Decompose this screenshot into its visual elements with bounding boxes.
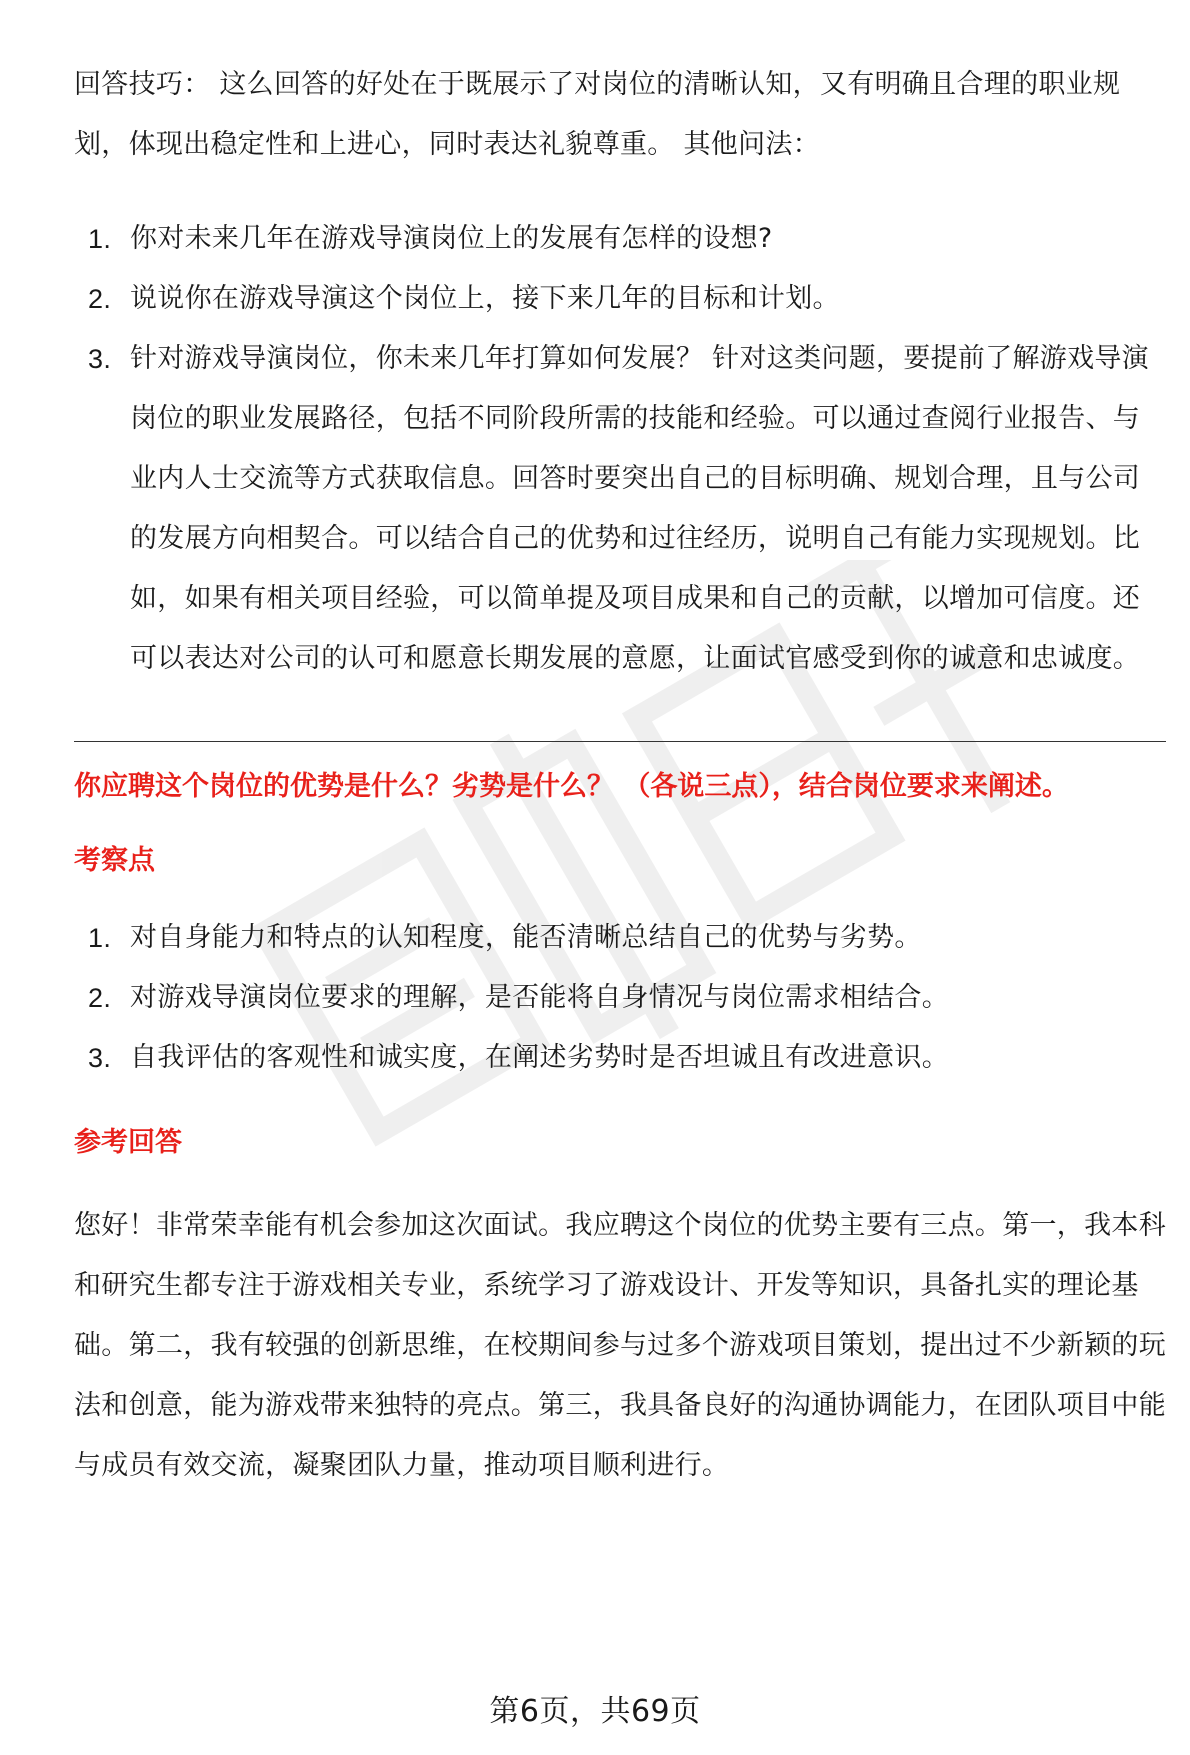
list-number: 2.	[88, 983, 112, 1013]
list-item-text: 说说你在游戏导演这个岗位上，接下来几年的目标和计划。	[130, 283, 840, 314]
list-number: 1.	[88, 923, 112, 953]
reference-answer: 您好！非常荣幸能有机会参加这次面试。我应聘这个岗位的优势主要有三点。第一，我本科和研究生都专注于游戏相关专业，系统学习了游戏设计、开发等知识，具备扎实的理论基础。第二，我有较强的创新思维，在校期间参与过多个游戏项目策划，提出过不少新颖的玩法和创意，能为游戏带来独特的亮点。第三，我具备良好的沟通协调能力，在团队项目中能与成员有效交流，凝聚团队力量，推动项目顺利进行。	[74, 1210, 1166, 1481]
list-item	[74, 908, 1166, 968]
page-number: 第6页，共69页	[489, 1694, 701, 1729]
section-divider	[74, 741, 1166, 742]
list-item	[74, 269, 1166, 329]
list-number: 3.	[88, 344, 112, 374]
list-number: 1.	[88, 224, 112, 254]
list-item	[74, 209, 1166, 269]
intro-paragraph: 回答技巧： 这么回答的好处在于既展示了对岗位的清晰认知，又有明确且合理的职业规划，体现出稳定性和上进心，同时表达礼貌尊重。 其他问法：	[74, 69, 1121, 160]
reference-heading: 参考回答	[74, 1127, 182, 1158]
list-item	[74, 1028, 1166, 1088]
other-questions-list	[74, 209, 1166, 689]
list-item-text: 你对未来几年在游戏导演岗位上的发展有怎样的设想?	[130, 223, 773, 254]
list-item-text: 自我评估的客观性和诚实度，在阐述劣势时是否坦诚且有改进意识。	[130, 1042, 949, 1073]
list-item-text: 针对游戏导演岗位，你未来几年打算如何发展？ 针对这类问题，要提前了解游戏导演岗位的职业发展路径，包括不同阶段所需的技能和经验。可以通过查阅行业报告、与业内人士交流等方式获取信息。回答时要突出自己的目标明确、规划合理，且与公司的发展方向相契合。可以结合自己的优势和过往经历，说明自己有能力实现规划。比如，如果有相关项目经验，可以简单提及项目成果和自己的贡献，以增加可信度。还可以表达对公司的认可和愿意长期发展的意愿，让面试官感受到你的诚意和忠诚度。	[130, 343, 1149, 674]
focus-heading: 考察点	[74, 845, 155, 876]
focus-list	[74, 908, 1166, 1088]
list-number: 2.	[88, 284, 112, 314]
interview-question: 你应聘这个岗位的优势是什么？劣势是什么？ （各说三点），结合岗位要求来阐述。	[74, 771, 1069, 802]
page-content	[74, 55, 1166, 1496]
list-item	[74, 329, 1166, 689]
list-number: 3.	[88, 1043, 112, 1073]
list-item-text: 对自身能力和特点的认知程度，能否清晰总结自己的优势与劣势。	[130, 922, 922, 953]
list-item-text: 对游戏导演岗位要求的理解，是否能将自身情况与岗位需求相结合。	[130, 982, 949, 1013]
list-item	[74, 968, 1166, 1028]
